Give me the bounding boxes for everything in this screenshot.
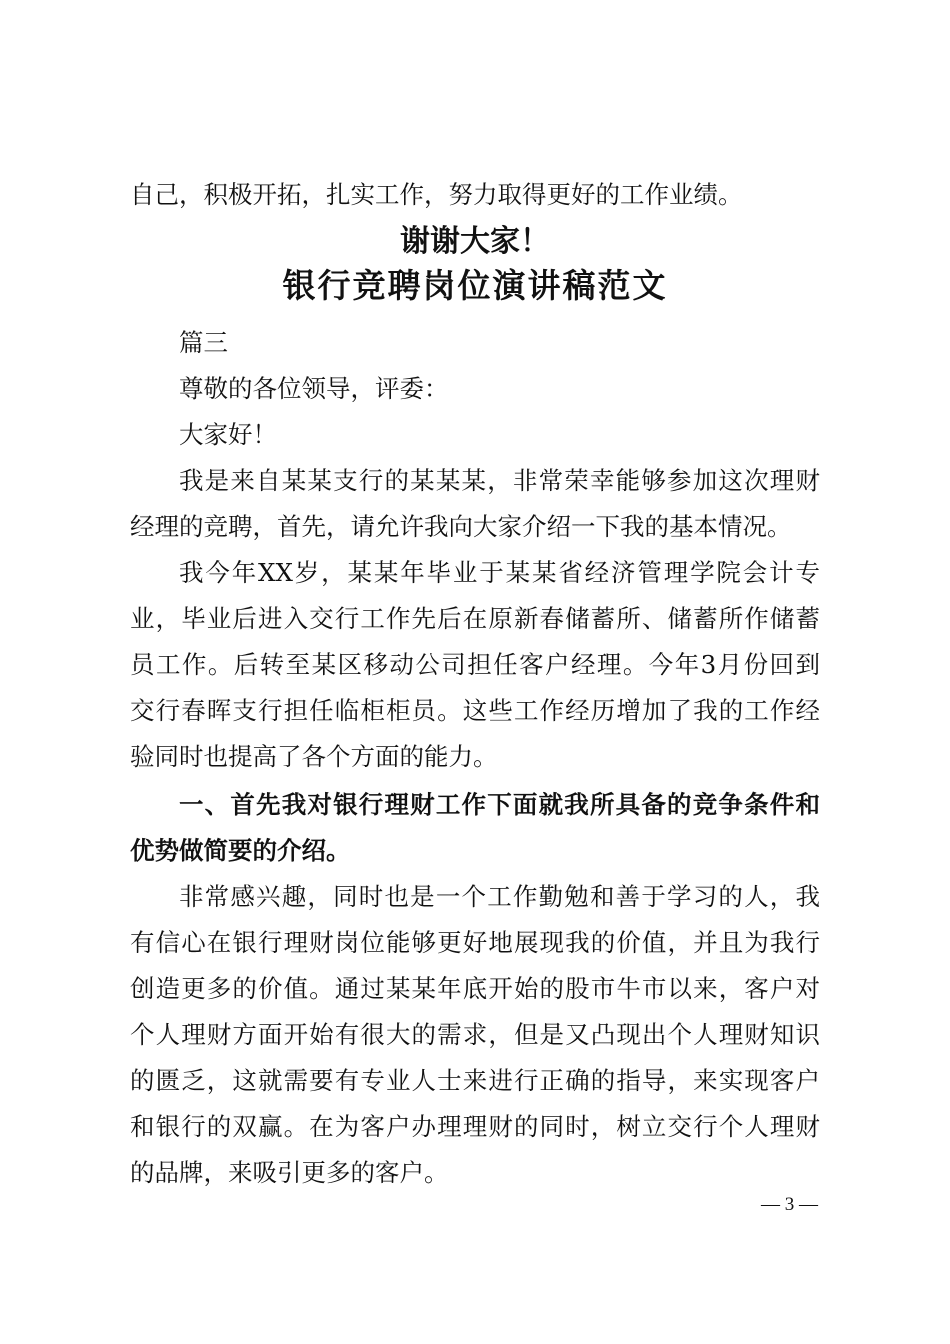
paragraph-line: 个人理财方面开始有很大的需求，但是又凸现出个人理财知识 bbox=[130, 1020, 820, 1049]
body-line: 自己，积极开拓，扎实工作，努力取得更好的工作业绩。 bbox=[130, 180, 743, 209]
paragraph-line: 验同时也提高了各个方面的能力。 bbox=[130, 742, 498, 771]
paragraph-line: 非常感兴趣，同时也是一个工作勤勉和善于学习的人，我 bbox=[179, 882, 820, 911]
paragraph-line: 的匮乏，这就需要有专业人士来进行正确的指导，来实现客户 bbox=[130, 1066, 820, 1095]
section-heading-line: 一、首先我对银行理财工作下面就我所具备的竞争条件和 bbox=[179, 790, 820, 819]
page-number: — 3 — bbox=[761, 1194, 818, 1215]
paragraph-line: 和银行的双赢。在为客户办理理财的同时，树立交行个人理财 bbox=[130, 1112, 820, 1141]
paragraph-line: 的品牌，来吸引更多的客户。 bbox=[130, 1158, 449, 1187]
section-heading-line: 优势做简要的介绍。 bbox=[130, 836, 351, 865]
paragraph-line: 交行春晖支行担任临柜柜员。这些工作经历增加了我的工作经 bbox=[130, 696, 820, 725]
section-label: 篇三 bbox=[179, 328, 228, 357]
paragraph-line: 业，毕业后进入交行工作先后在原新春储蓄所、储蓄所作储蓄 bbox=[130, 604, 820, 633]
salutation: 尊敬的各位领导，评委： bbox=[179, 374, 449, 403]
paragraph-line: 经理的竞聘，首先，请允许我向大家介绍一下我的基本情况。 bbox=[130, 512, 792, 541]
paragraph-line: 创造更多的价值。通过某某年底开始的股市牛市以来，客户对 bbox=[130, 974, 820, 1003]
page-title: 银行竞聘岗位演讲稿范文 bbox=[282, 266, 668, 305]
paragraph-line: 员工作。后转至某区移动公司担任客户经理。今年3月份回到 bbox=[130, 650, 820, 679]
paragraph-line: 我今年XX岁，某某年毕业于某某省经济管理学院会计专 bbox=[179, 558, 820, 587]
closing-heading: 谢谢大家！ bbox=[400, 224, 550, 259]
greeting: 大家好！ bbox=[179, 420, 277, 449]
paragraph-line: 我是来自某某支行的某某某，非常荣幸能够参加这次理财 bbox=[179, 466, 820, 495]
paragraph-line: 有信心在银行理财岗位能够更好地展现我的价值，并且为我行 bbox=[130, 928, 820, 957]
